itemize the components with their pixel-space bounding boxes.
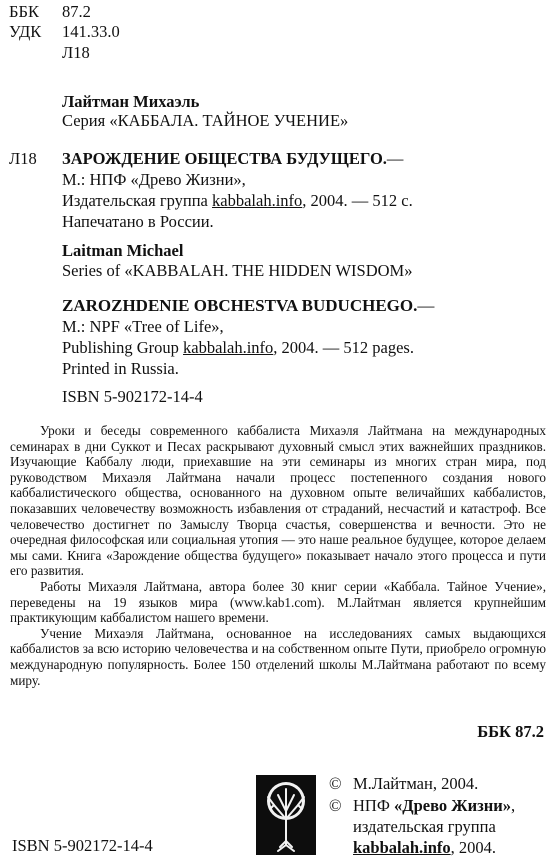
copyright-publisher [353, 796, 515, 816]
publisher-en: M.: NPF «Tree of Life», [62, 317, 224, 336]
copyright-site: kabbalah.info [353, 838, 451, 857]
isbn-top: ISBN 5-902172-14-4 [62, 387, 203, 406]
title-ru-dash: — [386, 149, 404, 168]
copyright-year: , 2004. [450, 838, 497, 857]
udk-label: УДК [9, 22, 42, 41]
isbn-footer: ISBN 5-902172-14-4 [12, 836, 153, 855]
title-en: ZAROZHDENIE OBCHESTVA BUDUCHEGO. [62, 296, 418, 315]
printed-ru: Напечатано в России. [62, 212, 214, 231]
abstract-paragraph-1: Уроки и беседы современного каббалиста Михаэля Лайтмана на международных семинарах в дни Суккот и Песах раскрывают духовный смысл этих важнейших праздников. Изучающие Каббалу люди, приехавшие на эти семинары из многих стран мира, под руководством Михаэля Лайтмана начали процесс постепенного создания нового каббалистического общества, основанного на духовном опыте величайших каббалистов, показавших человечеству возможность избавления от страданий, несчастий и катастроф. Все человечество достигнет по Замыслу Творца счастья, совершенства и вечности. Это не очередная философская или социальная утопия — это наше реальное будущее, которое делаем мы сами. Книга «Зарождение общества будущего» показывает начало этого процесса и пути его развития. [10, 423, 546, 579]
group-en-suffix: , 2004. — 512 pages. [273, 338, 414, 357]
series-en: Series of «KABBALAH. THE HIDDEN WISDOM» [62, 261, 413, 280]
udk-row [9, 22, 120, 42]
tree-of-life-emblem-icon [256, 775, 316, 855]
publisher-ru: М.: НПФ «Древо Жизни», [62, 170, 246, 189]
copyright-publisher-prefix: НПФ [353, 796, 394, 815]
site-en: kabbalah.info [183, 338, 274, 357]
copyright-symbol-1: © [329, 774, 342, 793]
bbk-value: 87.2 [62, 2, 91, 21]
abstract-paragraph-3: Учение Михаэля Лайтмана, основанное на исследованиях самых выдающихся каббалистов за всю историю человечества и на собственном опыте Пути, приобрело огромную международную популярность. Более 150 отделений школы М.Лайтмана работают по всему миру. [10, 625, 546, 688]
udk-value: 141.33.0 [62, 22, 120, 41]
series-ru: Серия «КАББАЛА. ТАЙНОЕ УЧЕНИЕ» [62, 111, 349, 130]
bbk-footer: ББК 87.2 [477, 722, 544, 741]
header-code: Л18 [62, 43, 90, 62]
bbk-label: ББК [9, 2, 39, 21]
group-ru-prefix: Издательская группа [62, 191, 213, 210]
author-ru: Лайтман Михаэль [62, 92, 200, 111]
group-en-row [62, 338, 414, 358]
title-ru-row [62, 149, 403, 169]
copyright-publisher-suffix: , [511, 796, 516, 815]
group-en-prefix: Publishing Group [62, 338, 184, 357]
copyright-line-1 [329, 774, 479, 794]
title-en-dash: — [417, 296, 435, 315]
copyright-publisher-name: «Древо Жизни» [394, 796, 511, 815]
site-ru: kabbalah.info [212, 191, 303, 210]
copyright-site-row [353, 838, 496, 858]
abstract-paragraph-2: Работы Михаэля Лайтмана, автора более 30 книг серии «Каббала. Тайное Учение», переведены на 19 языков мира (www.kab1.com). М.Лайтман является крупнейшим практикующим каббалистом нашего времени. [10, 578, 546, 626]
printed-en: Printed in Russia. [62, 359, 179, 378]
title-en-row [62, 295, 434, 316]
copyright-author: М.Лайтман, 2004. [353, 774, 479, 793]
group-ru-suffix: , 2004. — 512 с. [302, 191, 413, 210]
bbk-row [9, 2, 91, 22]
group-ru-row [62, 191, 413, 211]
author-en: Laitman Michael [62, 241, 184, 260]
code-ru: Л18 [9, 149, 37, 168]
copyright-group: издательская группа [353, 817, 496, 836]
copyright-line-2 [329, 796, 516, 816]
abstract [10, 423, 546, 688]
title-ru: ЗАРОЖДЕНИЕ ОБЩЕСТВА БУДУЩЕГО. [62, 149, 387, 168]
copyright-symbol-2: © [329, 796, 342, 815]
